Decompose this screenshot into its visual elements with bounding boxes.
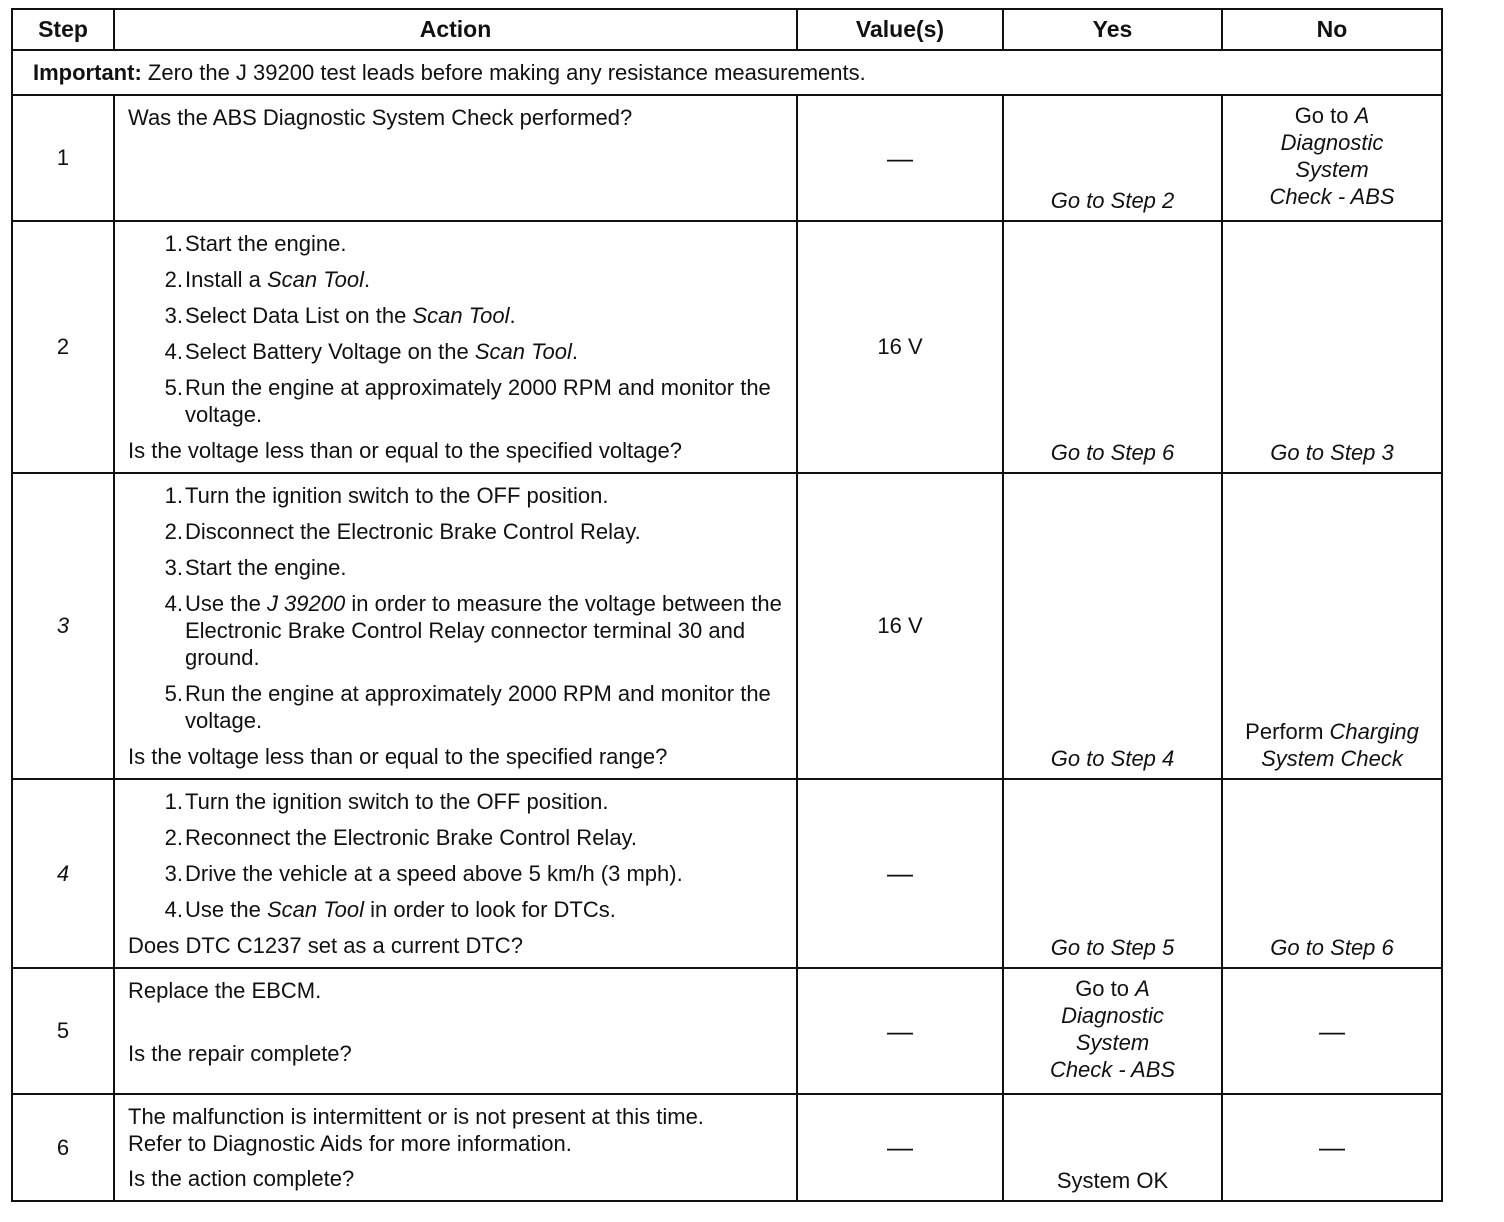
step-text: Start the engine. xyxy=(185,231,347,256)
step-num: 3. xyxy=(164,861,183,886)
yes-cell xyxy=(1003,1094,1222,1201)
action-step xyxy=(128,338,784,365)
step-num: 2. xyxy=(164,267,183,292)
table-row xyxy=(12,221,1442,473)
step-number: 1 xyxy=(12,95,114,221)
action-step xyxy=(128,554,784,581)
step-num: 4. xyxy=(164,591,183,616)
question: Is the voltage less than or equal to the specified range? xyxy=(128,744,668,769)
action-cell xyxy=(114,95,797,221)
diagnostic-table xyxy=(11,8,1443,1202)
step-text: Turn the ignition switch to the OFF position. xyxy=(185,483,609,508)
action-step xyxy=(128,680,784,734)
no-link[interactable] xyxy=(1245,719,1419,771)
step-num: 4. xyxy=(164,339,183,364)
step-num: 2. xyxy=(164,825,183,850)
step-text: Disconnect the Electronic Brake Control Relay. xyxy=(185,519,641,544)
table-row xyxy=(12,968,1442,1094)
step-number: 4 xyxy=(12,779,114,968)
step-text-italic: Scan Tool xyxy=(266,897,364,922)
no-text: Perform xyxy=(1245,719,1330,744)
action-cell xyxy=(114,779,797,968)
value: 16 V xyxy=(877,613,923,638)
value: — xyxy=(887,142,913,173)
action-step xyxy=(128,518,784,545)
header-row xyxy=(12,9,1442,50)
table-row xyxy=(12,779,1442,968)
no-cell xyxy=(1222,1094,1442,1201)
value: — xyxy=(887,1132,913,1162)
step-num: 1. xyxy=(164,483,183,508)
step-num: 1. xyxy=(164,231,183,256)
yes-cell xyxy=(1003,221,1222,473)
yes-text: Go to xyxy=(1075,976,1136,1001)
important-label: Important: xyxy=(33,59,142,85)
action-step xyxy=(128,788,784,815)
important-row xyxy=(12,50,1442,95)
yes-link[interactable]: System OK xyxy=(1056,1168,1169,1193)
step-text: . xyxy=(571,339,579,364)
no-text-italic: A xyxy=(1354,103,1370,128)
action-step xyxy=(128,230,784,257)
step-text-italic: Scan Tool xyxy=(474,339,572,364)
step-text: Use the xyxy=(185,897,267,922)
important-note xyxy=(12,50,1442,95)
step-text: Turn the ignition switch to the OFF position. xyxy=(185,789,609,814)
action-cell xyxy=(114,221,797,473)
header-values: Value(s) xyxy=(797,9,1003,50)
value: 16 V xyxy=(877,334,923,359)
action-cell xyxy=(114,1094,797,1201)
value: — xyxy=(887,1015,913,1046)
header-yes: Yes xyxy=(1003,9,1222,50)
header-no: No xyxy=(1222,9,1442,50)
action-step xyxy=(128,302,784,329)
no-text-italic: Charging xyxy=(1329,719,1419,744)
no-text: Go to xyxy=(1294,103,1355,128)
table-row xyxy=(12,95,1442,221)
step-number: 2 xyxy=(12,221,114,473)
question: Was the ABS Diagnostic System Check performed? xyxy=(128,105,633,130)
action-steps xyxy=(128,788,784,923)
value: — xyxy=(887,858,913,888)
step-num: 1. xyxy=(164,789,183,814)
step-text: . xyxy=(509,303,516,328)
table-row xyxy=(12,473,1442,779)
step-text: Use the xyxy=(185,591,267,616)
question: Is the voltage less than or equal to the specified voltage? xyxy=(128,438,683,463)
no-text-italic: System xyxy=(1295,157,1369,182)
yes-link[interactable]: Go to Step 4 xyxy=(1050,746,1175,771)
step-text: Select Battery Voltage on the xyxy=(185,339,475,364)
yes-text-italic: A xyxy=(1135,976,1150,1001)
action-step xyxy=(128,824,784,851)
yes-cell xyxy=(1003,473,1222,779)
action-step xyxy=(128,896,784,923)
step-text-italic: Scan Tool xyxy=(266,267,364,292)
yes-text-italic: Check - ABS xyxy=(1049,1057,1176,1082)
step-text: Start the engine. xyxy=(185,555,347,580)
question: Does DTC C1237 set as a current DTC? xyxy=(128,933,523,958)
step-text: in order to measure the voltage between the Electronic Brake Control Relay connector terminal 30 and ground. xyxy=(185,591,782,670)
no-link[interactable]: Go to Step 6 xyxy=(1270,935,1394,960)
step-num: 3. xyxy=(164,303,183,328)
important-text: Zero the J 39200 test leads before making any resistance measurements. xyxy=(147,59,866,85)
value-cell xyxy=(797,968,1003,1094)
no-text-italic: System Check xyxy=(1261,746,1403,771)
yes-link[interactable]: Go to Step 2 xyxy=(1050,188,1175,213)
step-text: Run the engine at approximately 2000 RPM and monitor the voltage. xyxy=(185,681,771,733)
action-step xyxy=(128,590,784,671)
no-cell xyxy=(1222,473,1442,779)
step-num: 2. xyxy=(164,519,183,544)
step-num: 4. xyxy=(164,897,183,922)
value-cell xyxy=(797,473,1003,779)
yes-cell xyxy=(1003,779,1222,968)
yes-link[interactable] xyxy=(1050,976,1175,1082)
no-link[interactable]: Go to Step 3 xyxy=(1270,440,1394,465)
no-cell xyxy=(1222,968,1442,1094)
header-step: Step xyxy=(12,9,114,50)
step-text: Reconnect the Electronic Brake Control Relay. xyxy=(185,825,638,850)
step-text: Install a xyxy=(185,267,267,292)
action-cell xyxy=(114,968,797,1094)
step-text: in order to look for DTCs. xyxy=(363,897,616,922)
action-cell xyxy=(114,473,797,779)
step-text: Run the engine at approximately 2000 RPM and monitor the voltage. xyxy=(185,375,771,427)
action-step xyxy=(128,374,784,428)
question: Is the action complete? xyxy=(128,1166,355,1191)
step-number: 5 xyxy=(12,968,114,1094)
no-cell xyxy=(1222,95,1442,221)
action-steps xyxy=(128,230,784,428)
yes-text-italic: Diagnostic xyxy=(1061,1003,1164,1028)
yes-link[interactable]: Go to Step 6 xyxy=(1050,440,1175,465)
action-text: Replace the EBCM. xyxy=(128,978,322,1003)
step-text: Select Data List on the xyxy=(185,303,413,328)
header-action: Action xyxy=(114,9,797,50)
step-text-italic: J 39200 xyxy=(266,591,346,616)
value-cell xyxy=(797,221,1003,473)
value-cell xyxy=(797,1094,1003,1201)
question: Is the repair complete? xyxy=(128,1041,352,1066)
step-text-italic: Scan Tool xyxy=(412,303,510,328)
no-cell xyxy=(1222,779,1442,968)
yes-cell xyxy=(1003,95,1222,221)
yes-cell xyxy=(1003,968,1222,1094)
step-num: 5. xyxy=(164,681,183,706)
action-step xyxy=(128,482,784,509)
value-cell xyxy=(797,779,1003,968)
step-num: 5. xyxy=(164,375,183,400)
no-value: — xyxy=(1319,1015,1345,1046)
yes-text-italic: System xyxy=(1075,1030,1150,1055)
no-text-italic: Diagnostic xyxy=(1280,130,1384,155)
no-text-italic: Check - ABS xyxy=(1269,184,1395,209)
action-step xyxy=(128,266,784,293)
table-row xyxy=(12,1094,1442,1201)
no-link[interactable] xyxy=(1269,103,1394,209)
no-cell xyxy=(1222,221,1442,473)
action-steps xyxy=(128,482,784,734)
step-number: 3 xyxy=(12,473,114,779)
step-number: 6 xyxy=(12,1094,114,1201)
action-text: The malfunction is intermittent or is not present at this time. Refer to Diagnostic Aids for more information. xyxy=(128,1104,704,1156)
step-text: . xyxy=(363,267,371,292)
action-step xyxy=(128,860,784,887)
step-num: 3. xyxy=(164,555,183,580)
no-value: — xyxy=(1319,1132,1345,1162)
value-cell xyxy=(797,95,1003,221)
step-text: Drive the vehicle at a speed above 5 km/h (3 mph). xyxy=(185,861,683,886)
yes-link[interactable]: Go to Step 5 xyxy=(1050,935,1175,960)
